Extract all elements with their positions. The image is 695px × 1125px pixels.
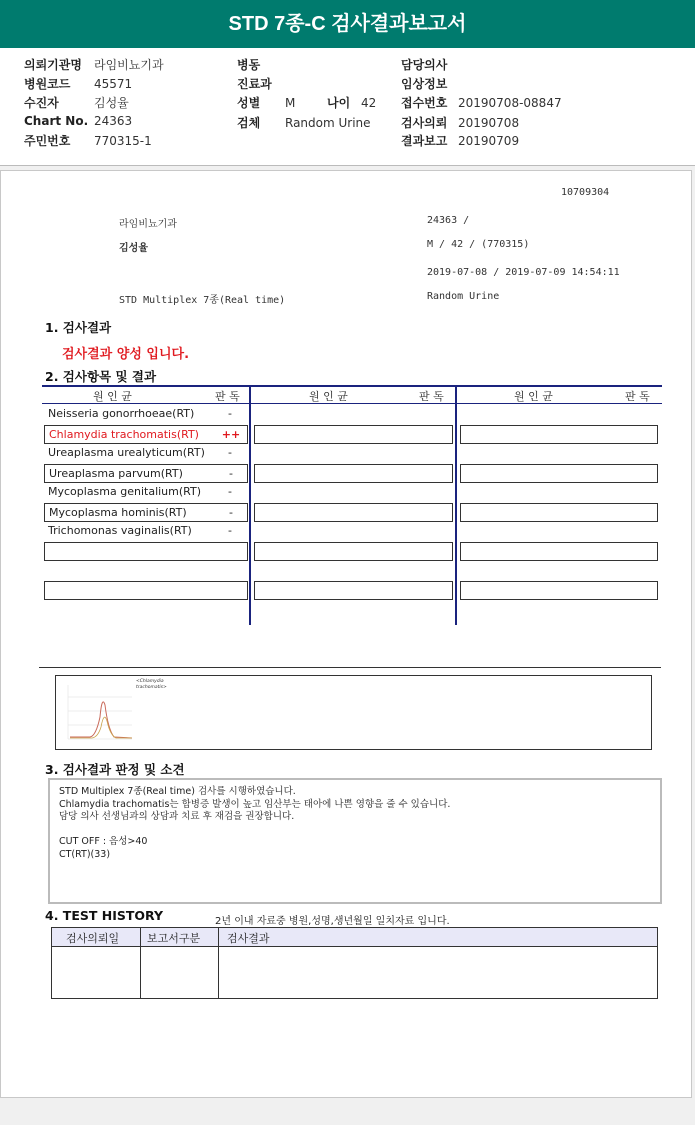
header-field-label: 의뢰기관명 <box>24 58 82 72</box>
result-row <box>44 483 248 502</box>
judgment-value: - <box>228 407 232 420</box>
header-field <box>24 114 132 132</box>
header-field <box>401 94 562 112</box>
header-field-value: 라임비뇨기과 <box>94 58 164 72</box>
header-field-dept-label: 진료과 <box>237 77 272 91</box>
header-field <box>401 114 519 132</box>
header-field-ward <box>237 56 285 74</box>
col-header-judgment: 판 독 <box>625 390 650 403</box>
report-paper <box>0 170 692 1098</box>
header-field <box>401 75 458 93</box>
header-field-label: 수진자 <box>24 96 59 110</box>
result-row <box>44 503 248 522</box>
opinion-line: CUT OFF : 음성>40 <box>59 836 148 847</box>
header-field-label: 접수번호 <box>401 96 448 110</box>
judgment-value: - <box>229 466 233 480</box>
header-field-value: 김성율 <box>94 96 129 110</box>
chart-number: 24363 / <box>427 215 470 226</box>
result-row <box>44 542 248 561</box>
result-summary: 검사결과 양성 입니다. <box>62 347 190 362</box>
header-field-ward-label: 병동 <box>237 58 261 72</box>
judgment-value: - <box>228 524 232 537</box>
divider-line <box>39 667 661 668</box>
judgment-value: ++ <box>221 427 241 441</box>
pathogen-name: Ureaplasma urealyticum(RT) <box>48 446 205 459</box>
patient-header <box>0 48 695 166</box>
table-divider <box>249 387 251 625</box>
result-row <box>44 522 248 541</box>
opinion-line <box>59 824 651 837</box>
header-field-age <box>327 94 376 112</box>
section-2-title: 2. 검사항목 및 결과 <box>45 369 157 384</box>
report-title: STD 7종-C 검사결과보고서 <box>0 0 695 48</box>
header-field-label: 주민번호 <box>24 134 71 148</box>
header-field-value: 20190708-08847 <box>458 96 562 110</box>
result-row <box>44 444 248 463</box>
header-field-value: 20190709 <box>458 134 520 148</box>
header-field-label: 임상정보 <box>401 77 448 91</box>
history-col-report-type: 보고서구분 <box>147 932 201 945</box>
clinic-name: 라임비뇨기과 <box>119 219 177 230</box>
judgment-value: - <box>229 505 233 519</box>
header-field-age-value: 42 <box>361 96 377 110</box>
opinion-line: 담당 의사 선생님과의 상담과 치료 후 재검을 권장합니다. <box>59 811 295 822</box>
header-field <box>24 75 132 93</box>
header-field-sex-label: 성별 <box>237 96 261 110</box>
header-field-specimen-value: Random Urine <box>285 116 371 130</box>
table-top-rule <box>42 385 662 387</box>
header-field-sex-value: M <box>285 96 296 110</box>
header-field <box>401 132 519 150</box>
header-field-label: 검사의뢰 <box>401 116 448 130</box>
table-header-rule <box>42 403 662 404</box>
header-field-value: 770315-1 <box>94 134 152 148</box>
doc-number: 10709304 <box>561 187 610 198</box>
header-field-value: 45571 <box>94 77 133 91</box>
header-field-label: Chart No. <box>24 114 89 128</box>
col-header-pathogen: 원 인 균 <box>93 390 132 403</box>
header-field-sex <box>237 94 295 112</box>
judgment-value: - <box>228 446 232 459</box>
table-divider <box>455 387 457 625</box>
header-field <box>24 56 164 74</box>
result-row <box>44 425 248 444</box>
header-field <box>401 56 458 74</box>
history-table <box>51 927 658 999</box>
pathogen-name: Mycoplasma hominis(RT) <box>49 505 187 519</box>
header-field-value: 20190708 <box>458 116 520 130</box>
amplification-graph-box <box>55 675 652 750</box>
header-field-specimen-label: 검체 <box>237 116 261 130</box>
header-field-label: 담당의사 <box>401 58 448 72</box>
sex-age: M / 42 / (770315) <box>427 239 530 250</box>
patient-name: 김성율 <box>119 243 148 254</box>
pathogen-name: Trichomonas vaginalis(RT) <box>48 524 192 537</box>
graph-title: <Chlamydia trachomatis> <box>136 679 167 690</box>
result-row <box>44 464 248 483</box>
empty-result-cell <box>460 464 658 483</box>
pathogen-name: Ureaplasma parvum(RT) <box>49 466 183 480</box>
pathogen-name: Chlamydia trachomatis(RT) <box>49 427 199 441</box>
empty-result-cell <box>254 503 453 522</box>
result-row <box>44 581 248 600</box>
opinion-box <box>48 778 662 904</box>
history-col-result: 검사결과 <box>227 932 270 945</box>
empty-result-cell <box>460 503 658 522</box>
empty-result-cell <box>460 542 658 561</box>
section-3-title: 3. 검사결과 판정 및 소견 <box>45 762 185 777</box>
header-field-specimen <box>237 114 371 132</box>
result-row <box>44 405 248 424</box>
empty-result-cell <box>254 581 453 600</box>
history-col-request-date: 검사의뢰일 <box>66 932 120 945</box>
empty-result-cell <box>254 425 453 444</box>
opinion-line: Chlamydia trachomatis는 합병증 발생이 높고 임산부는 태아에 나쁜 영향을 줄 수 있습니다. <box>59 798 451 810</box>
specimen: Random Urine <box>427 291 500 302</box>
header-field <box>24 132 152 150</box>
judgment-value: - <box>228 485 232 498</box>
test-name: STD Multiplex 7종(Real time) <box>119 295 286 306</box>
dates: 2019-07-08 / 2019-07-09 14:54:11 <box>427 267 620 278</box>
header-field-value: 24363 <box>94 114 133 128</box>
header-field-dept <box>237 75 285 93</box>
section-1-title: 1. 검사결과 <box>45 320 112 335</box>
opinion-line: STD Multiplex 7종(Real time) 검사를 시행하였습니다. <box>59 786 296 797</box>
section-4-title: 4. TEST HISTORY <box>45 908 164 923</box>
col-header-judgment: 판 독 <box>419 390 444 403</box>
history-note: 2년 이내 자료중 병원,성명,생년월일 일치자료 입니다. <box>215 916 450 927</box>
empty-result-cell <box>460 581 658 600</box>
opinion-line: CT(RT)(33) <box>59 848 111 860</box>
header-field-label: 결과보고 <box>401 134 448 148</box>
pathogen-name: Neisseria gonorrhoeae(RT) <box>48 407 195 420</box>
col-header-judgment: 판 독 <box>215 390 240 403</box>
empty-result-cell <box>460 425 658 444</box>
col-header-pathogen: 원 인 균 <box>309 390 348 403</box>
header-field <box>24 94 129 112</box>
col-header-pathogen: 원 인 균 <box>514 390 553 403</box>
header-field-label: 병원코드 <box>24 77 71 91</box>
header-field-age-label: 나이 <box>327 96 351 110</box>
pathogen-name: Mycoplasma genitalium(RT) <box>48 485 202 498</box>
empty-result-cell <box>254 464 453 483</box>
empty-result-cell <box>254 542 453 561</box>
